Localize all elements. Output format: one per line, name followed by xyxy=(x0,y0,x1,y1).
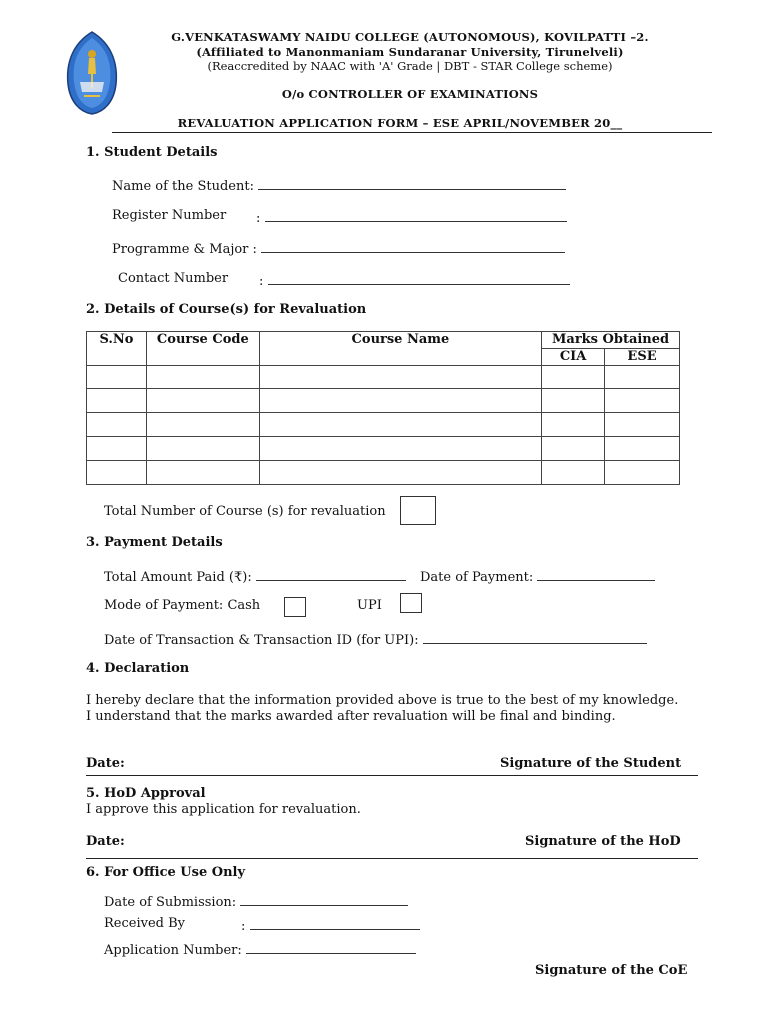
transaction-label: Date of Transaction & Transaction ID (for UPI): xyxy=(104,633,423,648)
table-row xyxy=(87,413,680,437)
received-by-label: Received By xyxy=(104,916,186,931)
programme-line[interactable] xyxy=(261,239,565,253)
upi-label: UPI xyxy=(357,598,382,613)
transaction-field[interactable] xyxy=(104,630,647,648)
contact-number-label: Contact Number xyxy=(118,271,229,286)
cell-course-code[interactable] xyxy=(146,461,259,485)
declaration-line-1: I hereby declare that the information provided above is true to the best of my knowledge. xyxy=(86,693,679,708)
student-name-field[interactable] xyxy=(112,176,566,194)
hod-date-label: Date: xyxy=(86,834,125,849)
header-course-code: Course Code xyxy=(146,332,259,366)
accreditation: (Reaccredited by NAAC with 'A' Grade | DBT - STAR College scheme) xyxy=(207,59,613,73)
student-name-label: Name of the Student: xyxy=(112,179,259,194)
cell-cia[interactable] xyxy=(542,437,605,461)
hod-approval-text: I approve this application for revaluation. xyxy=(86,802,361,817)
payment-date-label: Date of Payment: xyxy=(420,570,538,585)
cell-ese[interactable] xyxy=(605,366,680,389)
payment-date-field[interactable] xyxy=(420,567,655,585)
cell-course-name[interactable] xyxy=(259,461,541,485)
total-courses-label: Total Number of Course (s) for revaluation xyxy=(104,504,386,519)
section-hod-approval: 5. HoD Approval xyxy=(86,786,206,801)
cell-ese[interactable] xyxy=(605,461,680,485)
cell-sno[interactable] xyxy=(87,461,147,485)
hod-signature-label: Signature of the HoD xyxy=(525,834,681,849)
cell-course-code[interactable] xyxy=(146,413,259,437)
section-payment-details: 3. Payment Details xyxy=(86,535,223,550)
programme-field[interactable] xyxy=(112,239,565,257)
register-number-line[interactable] xyxy=(265,208,567,222)
register-number-input[interactable]: : xyxy=(256,208,567,226)
programme-label: Programme & Major : xyxy=(112,242,262,257)
register-number-field[interactable] xyxy=(112,208,226,223)
total-courses-box[interactable] xyxy=(400,496,436,525)
application-number-field[interactable] xyxy=(104,940,416,958)
upi-checkbox[interactable] xyxy=(400,593,422,613)
cell-cia[interactable] xyxy=(542,366,605,389)
table-row xyxy=(87,437,680,461)
cell-sno[interactable] xyxy=(87,437,147,461)
cell-cia[interactable] xyxy=(542,389,605,413)
cell-course-name[interactable] xyxy=(259,389,541,413)
cell-course-code[interactable] xyxy=(146,366,259,389)
section-course-details: 2. Details of Course(s) for Revaluation xyxy=(86,302,367,317)
cell-course-code[interactable] xyxy=(146,437,259,461)
section-student-details: 1. Student Details xyxy=(86,145,218,160)
college-emblem-icon xyxy=(62,30,122,116)
table-row xyxy=(87,389,680,413)
affiliation: (Affiliated to Manonmaniam Sundaranar University, Tirunelveli) xyxy=(196,45,624,59)
payment-mode-label: Mode of Payment: Cash xyxy=(104,598,261,613)
header-divider xyxy=(112,132,712,133)
student-name-line[interactable] xyxy=(258,176,566,190)
cell-ese[interactable] xyxy=(605,437,680,461)
received-by-input[interactable]: : xyxy=(241,916,420,934)
section-declaration: 4. Declaration xyxy=(86,661,190,676)
student-date-label: Date: xyxy=(86,756,125,771)
contact-number-field[interactable] xyxy=(118,271,228,286)
amount-paid-line[interactable] xyxy=(256,567,406,581)
cell-ese[interactable] xyxy=(605,413,680,437)
cell-sno[interactable] xyxy=(87,389,147,413)
contact-number-line[interactable] xyxy=(268,271,570,285)
hod-divider xyxy=(86,858,698,859)
cell-sno[interactable] xyxy=(87,413,147,437)
submission-date-label: Date of Submission: xyxy=(104,895,241,910)
payment-date-line[interactable] xyxy=(537,567,655,581)
student-signature-label: Signature of the Student xyxy=(500,756,682,771)
declaration-divider xyxy=(86,775,698,776)
transaction-line[interactable] xyxy=(423,630,647,644)
course-table xyxy=(86,331,680,485)
register-number-label: Register Number xyxy=(112,208,227,223)
amount-paid-label: Total Amount Paid (₹): xyxy=(104,570,256,585)
header-marks-obtained: Marks Obtained xyxy=(542,332,680,349)
office-title: O/o CONTROLLER OF EXAMINATIONS xyxy=(281,87,539,101)
received-by-line[interactable] xyxy=(250,916,420,930)
college-name: G.VENKATASWAMY NAIDU COLLEGE (AUTONOMOUS), KOVILPATTI –2. xyxy=(171,30,649,44)
table-row xyxy=(87,461,680,485)
cell-course-code[interactable] xyxy=(146,389,259,413)
submission-date-line[interactable] xyxy=(240,892,408,906)
header-ese: ESE xyxy=(605,349,680,366)
cell-course-name[interactable] xyxy=(259,366,541,389)
cell-course-name[interactable] xyxy=(259,413,541,437)
contact-number-input[interactable]: : xyxy=(259,271,570,289)
header-course-name: Course Name xyxy=(259,332,541,366)
amount-paid-field[interactable] xyxy=(104,567,406,585)
cell-cia[interactable] xyxy=(542,413,605,437)
coe-signature-label: Signature of the CoE xyxy=(535,963,688,978)
header-cia: CIA xyxy=(542,349,605,366)
form-title: REVALUATION APPLICATION FORM – ESE APRIL/NOVEMBER 20__ xyxy=(177,116,623,130)
application-number-label: Application Number: xyxy=(104,943,246,958)
cell-cia[interactable] xyxy=(542,461,605,485)
section-office-use: 6. For Office Use Only xyxy=(86,865,246,880)
cell-ese[interactable] xyxy=(605,389,680,413)
cash-checkbox[interactable] xyxy=(284,597,306,617)
submission-date-field[interactable] xyxy=(104,892,408,910)
declaration-line-2: I understand that the marks awarded after revaluation will be final and binding. xyxy=(86,709,616,724)
header-sno: S.No xyxy=(87,332,147,366)
application-number-line[interactable] xyxy=(246,940,416,954)
cell-sno[interactable] xyxy=(87,366,147,389)
cell-course-name[interactable] xyxy=(259,437,541,461)
table-row xyxy=(87,366,680,389)
